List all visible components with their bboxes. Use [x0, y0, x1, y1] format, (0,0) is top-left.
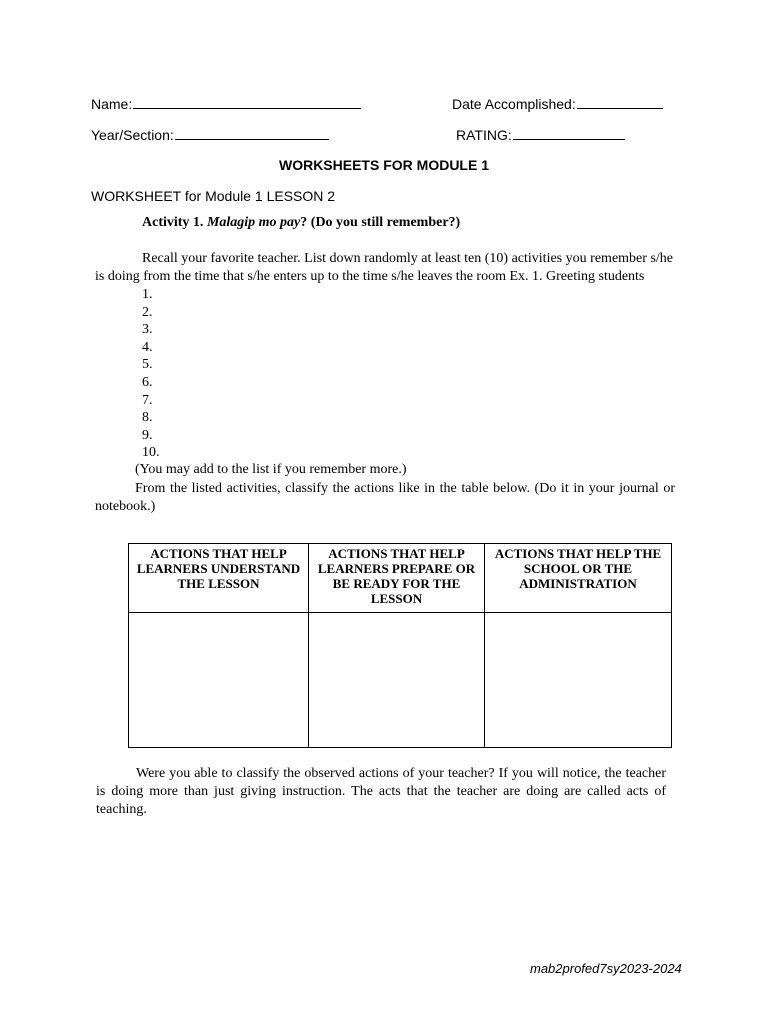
activity-number: Activity 1. — [142, 215, 204, 230]
rating-blank-line[interactable] — [513, 125, 625, 140]
footer-code: mab2profed7sy2023-2024 — [530, 961, 682, 976]
date-blank-line[interactable] — [577, 94, 663, 109]
classification-table — [128, 543, 672, 748]
date-accomplished-label: Date Accomplished: — [452, 96, 576, 112]
list-number: 3. — [142, 322, 153, 338]
year-section-field[interactable] — [91, 125, 329, 143]
year-section-blank-line[interactable] — [175, 125, 329, 140]
table-cell-understand[interactable] — [129, 613, 309, 748]
year-section-label: Year/Section: — [91, 127, 174, 143]
table-header-school: ACTIONS THAT HELP THE SCHOOL OR THE ADMINISTRATION — [485, 544, 672, 613]
recall-text: Recall your favorite teacher. List down randomly at least ten (10) activities you remember s/he is doing from the time that s/he enters up to the time s/he leaves the room Ex. 1. Greeting students — [95, 251, 673, 284]
closing-text: Were you able to classify the observed actions of your teacher? If you will notice, the teacher is doing more than just giving instruction. The acts that the teacher are doing are called acts of teaching. — [96, 766, 666, 817]
list-number: 10. — [142, 445, 160, 461]
list-number: 1. — [142, 287, 153, 302]
table-header-understand: ACTIONS THAT HELP LEARNERS UNDERSTAND THE LESSON — [129, 544, 309, 613]
classify-text: From the listed activities, classify the actions like in the table below. (Do it in your journal or notebook.) — [95, 481, 675, 514]
name-field[interactable] — [91, 94, 361, 112]
activity-title — [142, 215, 460, 231]
list-number: 8. — [142, 410, 153, 426]
numbered-list — [142, 286, 160, 462]
recall-instructions — [95, 250, 673, 286]
lesson-heading: WORKSHEET for Module 1 LESSON 2 — [91, 188, 336, 204]
list-number: 7. — [142, 392, 153, 408]
activity-subtitle: ? (Do you still remember?) — [300, 215, 461, 230]
rating-field[interactable] — [456, 125, 625, 143]
rating-label: RATING: — [456, 127, 512, 143]
table-header-prepare: ACTIONS THAT HELP LEARNERS PREPARE OR BE READY FOR THE LESSON — [309, 544, 485, 613]
add-more-note: (You may add to the list if you remember more.) — [135, 462, 407, 477]
list-number: 4. — [142, 339, 153, 355]
name-blank-line[interactable] — [133, 94, 361, 109]
list-number: 6. — [142, 374, 153, 390]
list-number: 9. — [142, 427, 153, 443]
table-cell-school[interactable] — [485, 613, 672, 748]
worksheet-title: WORKSHEETS FOR MODULE 1 — [278, 157, 489, 173]
table-cell-prepare[interactable] — [309, 613, 485, 748]
list-number: 5. — [142, 357, 153, 373]
name-label: Name: — [91, 96, 133, 112]
list-number: 2. — [142, 304, 153, 320]
date-accomplished-field[interactable] — [452, 94, 663, 112]
classify-instructions — [95, 480, 675, 516]
activity-local-title: Malagip mo pay — [206, 215, 301, 230]
closing-paragraph — [96, 765, 666, 819]
